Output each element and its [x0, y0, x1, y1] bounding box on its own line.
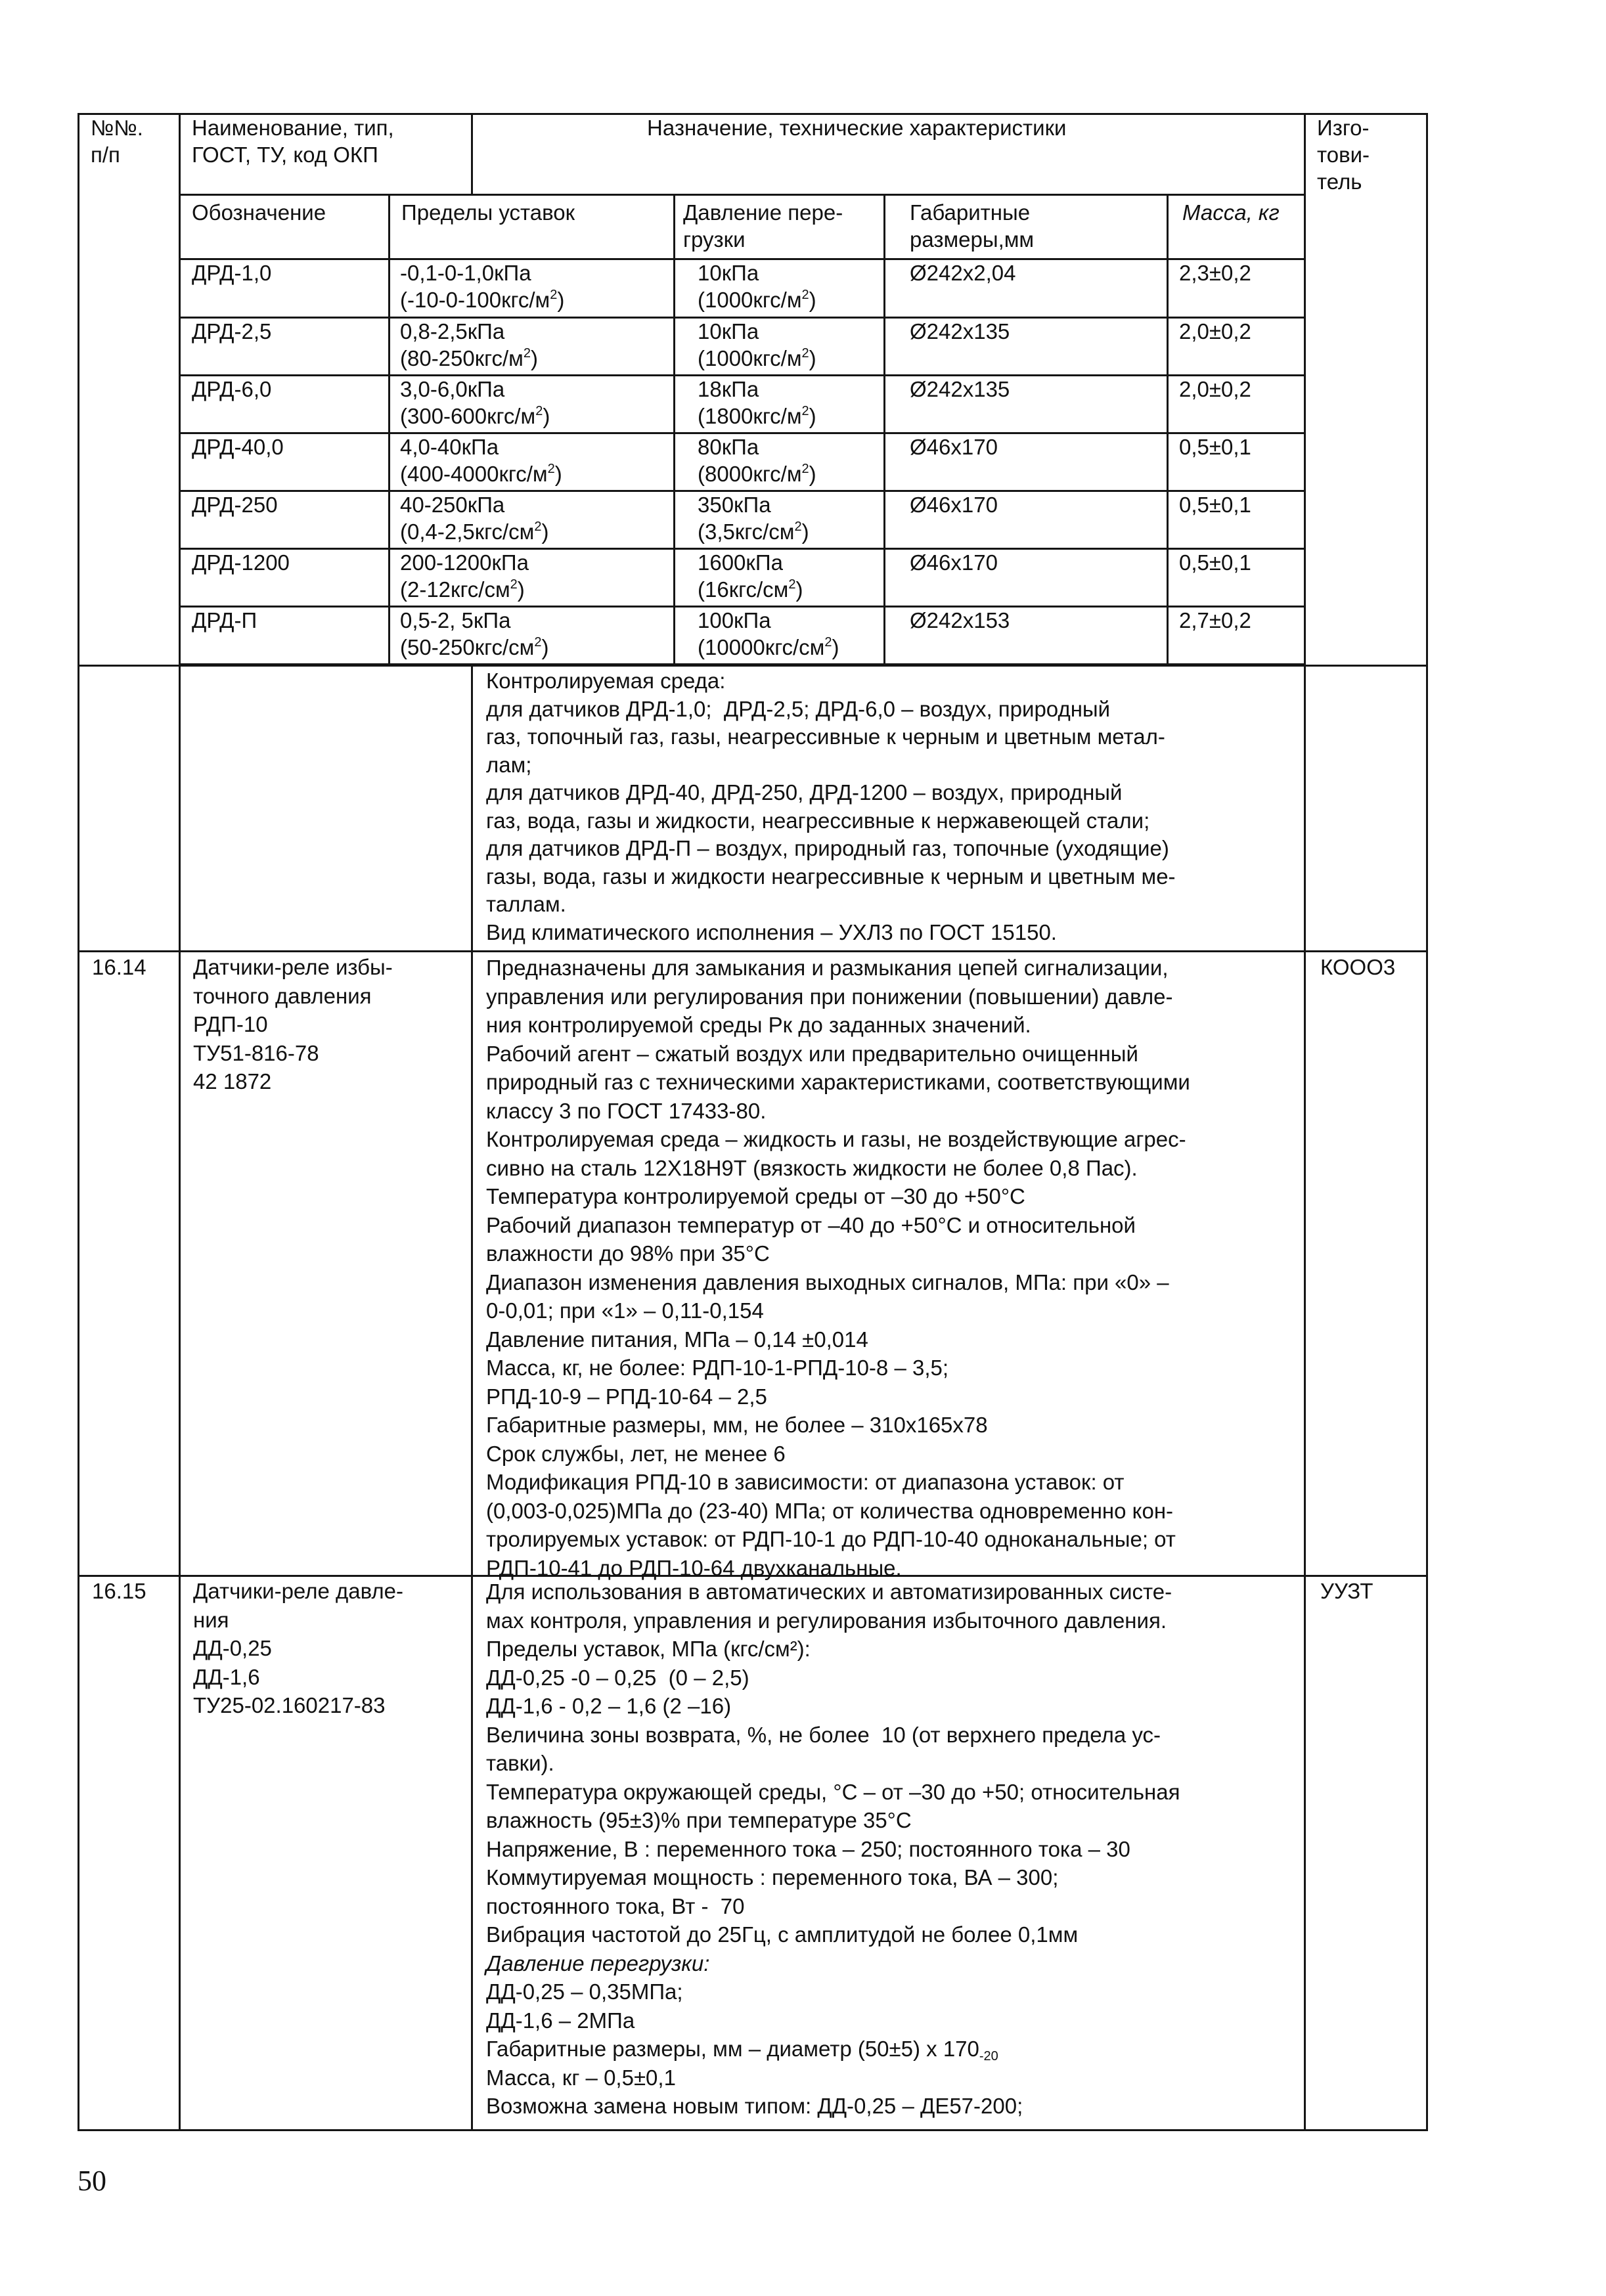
table-left-border: [78, 113, 79, 2131]
setting-limit-kpa: 200-1200кПа: [400, 550, 529, 575]
item-name-line: РДП-10: [193, 1012, 268, 1036]
description-line: влажность (95±3)% при температуре 35°С: [486, 1808, 912, 1832]
mass-value: 0,5±0,1: [1179, 550, 1251, 575]
superscript: 2: [824, 635, 832, 650]
description-line: Габаритные размеры, мм, не более – 310x165x78: [486, 1413, 988, 1437]
description-line: Давление питания, МПа – 0,14 ±0,014: [486, 1327, 868, 1352]
superscript: 2: [547, 462, 555, 476]
sensor-designation: ДРД-250: [192, 493, 278, 517]
item-manufacturer: УУЗТ: [1320, 1579, 1373, 1603]
description-line: тавки).: [486, 1751, 554, 1775]
sensor-designation: ДРД-1200: [192, 550, 290, 575]
mass-value: 2,0±0,2: [1179, 319, 1251, 343]
setting-limit-kgf: $(50-250кгс/см^2)$: [400, 635, 549, 659]
description-line: [486, 2035, 998, 2064]
overload-pressure-kpa: 1600кПа: [698, 550, 783, 575]
overload-pressure-kgf: $(1000кгс/м^2)$: [698, 346, 816, 370]
description-line: Напряжение, В : переменного тока – 250; постоянного тока – 30: [486, 1836, 1130, 1861]
column-divider: [673, 194, 675, 665]
item-number: 16.15: [92, 1579, 146, 1603]
header-number: №№. п/п: [91, 116, 143, 167]
superscript: 2: [534, 635, 542, 650]
setting-limit-kpa: 4,0-40кПа: [400, 435, 499, 459]
overload-pressure-kpa: 100кПа: [698, 608, 771, 632]
medium-text-line: Контролируемая среда:: [486, 669, 726, 693]
setting-limit-kgf: $(300-600кгс/м^2)$: [400, 404, 550, 428]
setting-limit-kpa: 0,8-2,5кПа: [400, 319, 505, 343]
dimensions-value: Ø46x170: [910, 493, 998, 517]
description-line: Давление перегрузки:: [486, 1951, 710, 1976]
dimensions-value: Ø46x170: [910, 550, 998, 575]
sensor-designation: ДРД-П: [192, 608, 257, 632]
column-divider: [1304, 113, 1306, 2131]
setting-limit-kgf: $(0,4-2,5кгс/см^2)$: [400, 519, 549, 544]
column-divider: [883, 194, 885, 665]
overload-pressure-kgf: $(10000кгс/см^2)$: [698, 635, 839, 659]
description-line: ДД-1,6 - 0,2 – 1,6 (2 –16): [486, 1694, 732, 1718]
mass-value: 2,3±0,2: [1179, 261, 1251, 285]
overload-pressure-kpa: 80кПа: [698, 435, 759, 459]
description-line: управления или регулирования при понижении (повышении) давле-: [486, 984, 1173, 1009]
overload-pressure-kpa: 350кПа: [698, 493, 771, 517]
setting-limit-kpa: 3,0-6,0кПа: [400, 377, 505, 401]
superscript: 2: [535, 404, 543, 418]
description-line: РДП-10-41 до РДП-10-64 двухканальные.: [486, 1555, 902, 1580]
tolerance-subscript: -20: [979, 2049, 998, 2064]
medium-text-line: для датчиков ДРД-П – воздух, природный газ, топочные (уходящие): [486, 836, 1169, 860]
superscript: 2: [534, 519, 542, 534]
header-mass: Масса, кг: [1182, 200, 1280, 225]
mass-value: 0,5±0,1: [1179, 435, 1251, 459]
header-setting-limits: Пределы уставок: [401, 200, 575, 225]
overload-pressure-kgf: $(8000кгс/м^2)$: [698, 462, 816, 486]
dimensions-value: Ø242x153: [910, 608, 1010, 632]
setting-limit-kgf: $(2-12кгс/см^2)$: [400, 577, 525, 602]
sensor-designation: ДРД-40,0: [192, 435, 284, 459]
description-line: ДД-0,25 – 0,35МПа;: [486, 1979, 683, 2004]
header-designation: Обозначение: [192, 200, 326, 225]
description-line: Коммутируемая мощность : переменного тока, ВА – 300;: [486, 1865, 1059, 1889]
description-line: постоянного тока, Вт - 70: [486, 1893, 745, 1918]
description-line: РПД-10-9 – РПД-10-64 – 2,5: [486, 1384, 767, 1409]
superscript: 2: [788, 577, 796, 592]
column-divider: [388, 194, 390, 665]
overload-pressure-kpa: 10кПа: [698, 261, 759, 285]
superscript: 2: [510, 577, 518, 592]
description-line: Масса, кг, не более: РДП-10-1-РПД-10-8 – 3,5;: [486, 1356, 949, 1380]
superscript: 2: [801, 404, 809, 418]
description-line: Температура окружающей среды, °С – от –30 до +50; относительная: [486, 1779, 1180, 1804]
setting-limit-kgf: $(-10-0-100кгс/м^2)$: [400, 288, 565, 312]
superscript: 2: [794, 519, 802, 534]
column-divider: [471, 113, 473, 194]
table-right-border: [1426, 113, 1428, 2131]
column-divider: [179, 113, 181, 2131]
superscript: 2: [801, 462, 809, 476]
medium-text-line: для датчиков ДРД-1,0; ДРД-2,5; ДРД-6,0 – воздух, природный: [486, 696, 1111, 721]
setting-limit-kgf: $(400-4000кгс/м^2)$: [400, 462, 562, 486]
mass-value: 2,7±0,2: [1179, 608, 1251, 632]
medium-text-line: Вид климатического исполнения – УХЛ3 по ГОСТ 15150.: [486, 919, 1057, 944]
description-line: Пределы уставок, МПа (кгс/см²):: [486, 1637, 811, 1661]
header-name: Наименование, тип, ГОСТ, ТУ, код ОКП: [192, 116, 394, 167]
medium-text-line: газ, топочный газ, газы, неагрессивные к черным и цветным метал-: [486, 724, 1165, 749]
description-line: Масса, кг – 0,5±0,1: [486, 2065, 676, 2090]
item-number: 16.14: [92, 955, 146, 979]
description-line: 0-0,01; при «1» – 0,11-0,154: [486, 1298, 764, 1323]
item-name-line: Датчики-реле давле-: [193, 1579, 403, 1603]
item-name-line: ния: [193, 1607, 229, 1632]
table-bottom-border: [78, 2129, 1428, 2131]
subtable-divider: [179, 663, 1305, 665]
column-divider: [1167, 194, 1169, 665]
overload-pressure-kgf: $(3,5кгс/см^2)$: [698, 519, 809, 544]
item-name-line: ДД-1,6: [193, 1664, 260, 1689]
description-line: Вибрация частотой до 25Гц, с амплитудой не более 0,1мм: [486, 1922, 1079, 1947]
sensor-designation: ДРД-6,0: [192, 377, 272, 401]
description-line: природный газ с техническими характеристиками, соответствующими: [486, 1070, 1190, 1094]
description-line: Диапазон изменения давления выходных сигналов, МПа: при «0» –: [486, 1269, 1169, 1294]
medium-text-line: газ, вода, газы и жидкости, неагрессивные к нержавеющей стали;: [486, 808, 1150, 833]
description-line: Для использования в автоматических и автоматизированных систе-: [486, 1579, 1172, 1604]
overload-pressure-kgf: $(1000кгс/м^2)$: [698, 288, 816, 312]
description-line: Модификация РПД-10 в зависимости: от диапазона уставок: от: [486, 1470, 1125, 1494]
header-dimensions: Габаритные размеры,мм: [910, 200, 1035, 252]
description-line: Срок службы, лет, не менее 6: [486, 1441, 786, 1466]
item-name-line: ТУ25-02.160217-83: [193, 1693, 386, 1717]
description-line: Предназначены для замыкания и размыкания цепей сигнализации,: [486, 956, 1169, 980]
description-line: классу 3 по ГОСТ 17433-80.: [486, 1098, 767, 1123]
overload-pressure-kgf: $(16кгс/см^2)$: [698, 577, 803, 602]
superscript: 2: [550, 288, 558, 302]
dimensions-value: Ø242x2,04: [910, 261, 1016, 285]
description-line: Рабочий агент – сжатый воздух или предварительно очищенный: [486, 1041, 1138, 1066]
overload-pressure-kgf: $(1800кгс/м^2)$: [698, 404, 816, 428]
overload-pressure-kpa: 10кПа: [698, 319, 759, 343]
header-purpose: Назначение, технические характеристики: [647, 116, 1067, 140]
header-manufacturer: Изго- тови- тель: [1317, 116, 1370, 194]
description-line: (0,003-0,025)МПа до (23-40) МПа; от количества одновременно кон-: [486, 1498, 1174, 1523]
dimension-text: Габаритные размеры, мм – диаметр (50±5) x 170: [486, 2037, 979, 2061]
row-divider: [78, 950, 1428, 952]
setting-limit-kgf: $(80-250кгс/м^2)$: [400, 346, 538, 370]
mass-value: 2,0±0,2: [1179, 377, 1251, 401]
item-name-line: Датчики-реле избы-: [193, 955, 393, 979]
setting-limit-kpa: 40-250кПа: [400, 493, 505, 517]
item-name-line: ДД-0,25: [193, 1636, 272, 1660]
column-divider: [471, 665, 473, 2131]
description-line: ДД-1,6 – 2МПа: [486, 2008, 635, 2033]
setting-limit-kpa: -0,1-0-1,0кПа: [400, 261, 531, 285]
medium-text-line: таллам.: [486, 892, 566, 916]
item-manufacturer: КООО3: [1320, 955, 1396, 979]
item-name-line: 42 1872: [193, 1069, 272, 1093]
dimensions-value: Ø46x170: [910, 435, 998, 459]
description-line: мах контроля, управления и регулирования избыточного давления.: [486, 1608, 1167, 1633]
subtable-divider: [179, 194, 1305, 196]
dimensions-value: Ø242x135: [910, 319, 1010, 343]
medium-text-line: газы, вода, газы и жидкости неагрессивные к черным и цветным ме-: [486, 864, 1176, 889]
description-line: Величина зоны возврата, %, не более 10 (от верхнего предела ус-: [486, 1722, 1161, 1747]
sensor-designation: ДРД-2,5: [192, 319, 272, 343]
mass-value: 0,5±0,1: [1179, 493, 1251, 517]
description-line: Возможна замена новым типом: ДД-0,25 – ДЕ57-200;: [486, 2094, 1023, 2118]
dimensions-value: Ø242x135: [910, 377, 1010, 401]
header-overload-pressure: Давление пере- грузки: [683, 200, 843, 252]
description-line: Рабочий диапазон температур от –40 до +50°С и относительной: [486, 1212, 1136, 1237]
overload-pressure-kpa: 18кПа: [698, 377, 759, 401]
setting-limit-kpa: 0,5-2, 5кПа: [400, 608, 511, 632]
description-line: ния контролируемой среды Рк до заданных значений.: [486, 1013, 1031, 1037]
description-line: сивно на сталь 12Х18Н9Т (вязкость жидкости не более 0,8 Пас).: [486, 1155, 1138, 1180]
medium-text-line: для датчиков ДРД-40, ДРД-250, ДРД-1200 – воздух, природный: [486, 780, 1123, 805]
description-line: тролируемых уставок: от РДП-10-1 до РДП-10-40 одноканальные; от: [486, 1527, 1176, 1551]
sensor-designation: ДРД-1,0: [192, 261, 272, 285]
item-name-line: точного давления: [193, 983, 372, 1008]
description-line: Температура контролируемой среды от –30 до +50°С: [486, 1184, 1025, 1208]
description-line: Контролируемая среда – жидкость и газы, не воздействующие агрес-: [486, 1127, 1186, 1151]
superscript: 2: [801, 346, 809, 361]
superscript: 2: [523, 346, 531, 361]
description-line: влажности до 98% при 35°С: [486, 1241, 770, 1266]
page-number: 50: [78, 2165, 106, 2197]
description-line: ДД-0,25 -0 – 0,25 (0 – 2,5): [486, 1665, 749, 1690]
medium-text-line: лам;: [486, 752, 532, 777]
superscript: 2: [801, 288, 809, 302]
item-name-line: ТУ51-816-78: [193, 1040, 319, 1065]
